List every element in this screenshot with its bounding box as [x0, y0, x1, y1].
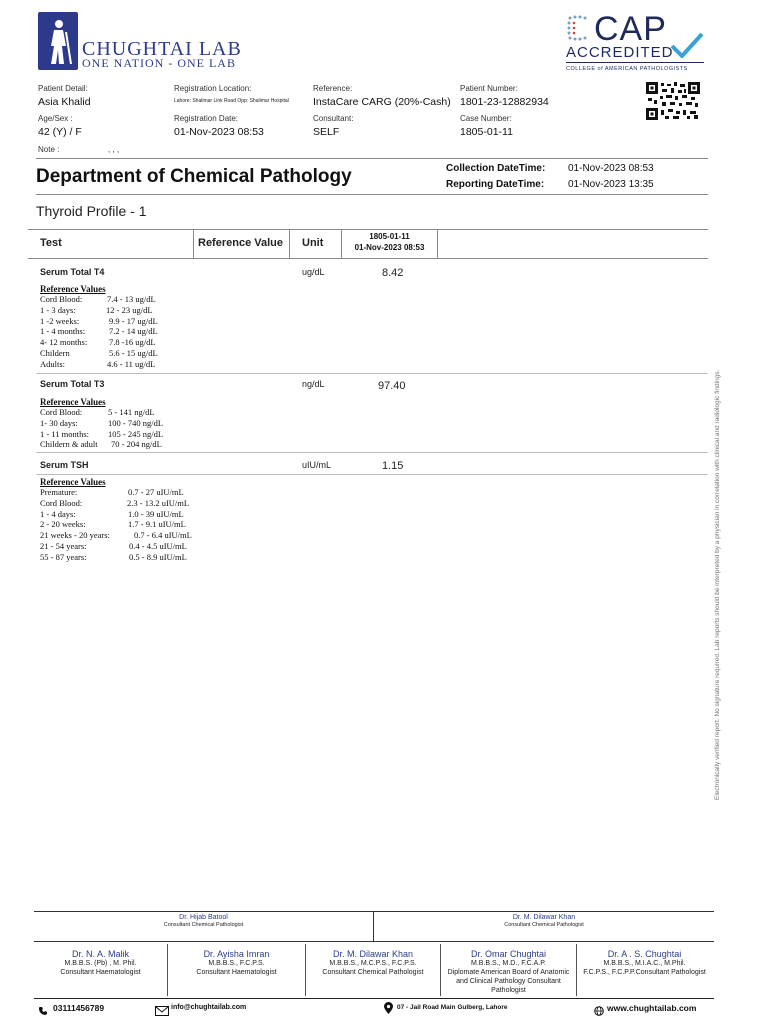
- signatory-name: Dr. A . S. Chughtai: [607, 949, 682, 959]
- case-number-label: Case Number:: [460, 114, 512, 123]
- test-result: 1.15: [382, 460, 404, 472]
- signatory-top-border: [34, 911, 714, 912]
- signatory: [441, 949, 576, 995]
- reference-row: [40, 530, 260, 541]
- ref-range: 100 - 740 ng/dL: [108, 417, 164, 428]
- signatory-title: Consultant Haematologist: [196, 969, 277, 976]
- signatory-degree: M.B.B.S., M.C.P.S., F.C.P.S.: [329, 960, 417, 967]
- ref-range: 12 - 23 ug/dL: [106, 304, 153, 315]
- row-divider: [36, 452, 708, 453]
- ref-range: 1.7 - 9.1 uIU/mL: [128, 519, 186, 530]
- patient-number-label: Patient Number:: [460, 84, 518, 93]
- ref-range: 70 - 204 ng/dL: [111, 439, 162, 450]
- reference-row: [40, 294, 240, 305]
- agesex-value: 42 (Y) / F: [38, 126, 82, 138]
- signatory-degree: M.B.B.S., M.I.A.C., M.Phil.: [603, 960, 686, 967]
- chughtai-logo-icon: [38, 12, 78, 70]
- divider: [36, 194, 708, 195]
- reference-row: [40, 305, 240, 316]
- ref-label: Childern: [40, 347, 70, 358]
- consultant-value: SELF: [313, 126, 340, 138]
- signatory-title: Consultant Chemical Pathologist: [322, 969, 424, 976]
- footer-website[interactable]: www.chughtailab.com: [607, 1003, 697, 1013]
- reference-row: [40, 429, 240, 440]
- footer-phone[interactable]: 03111456789: [53, 1003, 105, 1013]
- col-date: 01-Nov-2023 08:53: [354, 243, 425, 252]
- signatory-degree: M.B.B.S., F.C.P.S.: [208, 960, 265, 967]
- ref-label: Adults:: [40, 358, 66, 369]
- ref-label: Cord Blood:: [40, 294, 83, 304]
- test-name: Serum Total T4: [40, 267, 105, 277]
- signatory: [306, 949, 440, 977]
- lab-tagline: ONE NATION - ONE LAB: [82, 56, 236, 70]
- signatory-title: Consultant Chemical Pathologist: [163, 922, 244, 928]
- department-title: Department of Chemical Pathology: [36, 166, 352, 187]
- collection-datetime: 01-Nov-2023 08:53: [568, 163, 654, 174]
- registration-date: 01-Nov-2023 08:53: [174, 126, 264, 138]
- registration-date-label: Registration Date:: [174, 114, 239, 123]
- ref-label: 1 - 3 days:: [40, 304, 76, 315]
- ref-label: 1- 30 days:: [40, 417, 78, 428]
- col-test: Test: [40, 237, 62, 249]
- ref-label: 21 weeks - 20 years:: [40, 530, 110, 541]
- reference-value: InstaCare CARG (20%-Cash): [313, 96, 451, 108]
- ref-label: 2 - 20 weeks:: [40, 519, 86, 530]
- ref-label: Cord Blood:: [40, 497, 83, 508]
- reference-row: [40, 509, 260, 520]
- ref-range: 2.3 - 13.2 uIU/mL: [127, 497, 190, 508]
- cap-subtitle: COLLEGE of AMERICAN PATHOLOGISTS: [566, 66, 688, 72]
- signatory-title: Diplomate American Board of Anatomic and Clinical Pathology Consultant Pathologist: [447, 969, 570, 994]
- col-reference: Reference Value: [198, 237, 283, 249]
- checkmark-icon: [670, 32, 704, 63]
- ref-label: 1 - 4 months:: [40, 326, 86, 337]
- reference-row: [40, 337, 240, 348]
- reference-row: [40, 326, 240, 337]
- ref-range: 7.8 -16 ug/dL: [109, 337, 156, 348]
- note-label: Note :: [38, 145, 60, 154]
- signatory-degree: M.B.B.S., M.D., F.C.A.P.: [471, 960, 546, 967]
- cap-title: CAP: [594, 10, 667, 48]
- signatory: [34, 949, 167, 977]
- agesex-label: Age/Sex :: [38, 114, 73, 123]
- divider: [36, 158, 708, 159]
- ref-label: Premature:: [40, 487, 78, 497]
- reference-row: [40, 541, 260, 552]
- reporting-label: Reporting DateTime:: [446, 179, 545, 190]
- reference-heading: Reference Values: [40, 284, 106, 294]
- signatory-name: Dr. M. Dilawar Khan: [512, 914, 576, 921]
- test-unit: ng/dL: [302, 379, 325, 389]
- registration-location-label: Registration Location:: [174, 84, 252, 93]
- reference-values-block: [40, 284, 240, 370]
- signatory-title: Consultant Chemical Pathologist: [504, 922, 584, 928]
- ref-label: 55 - 87 years:: [40, 551, 87, 562]
- reference-values-block: [40, 397, 240, 450]
- signatory-title: Consultant Haematologist: [60, 969, 141, 976]
- note-value: , , ,: [108, 145, 120, 154]
- col-divider: [437, 229, 438, 258]
- profile-title: Thyroid Profile - 1: [36, 203, 147, 219]
- ref-label: 1 - 11 months:: [40, 428, 90, 439]
- signatory-name: Dr. Hijab Batool: [179, 914, 228, 921]
- cap-dots-icon: [566, 14, 592, 47]
- ref-range: 105 - 245 ng/dL: [108, 428, 164, 439]
- col-unit: Unit: [302, 237, 324, 249]
- ref-range: 4.6 - 11 ug/dL: [107, 358, 156, 369]
- registration-location: Lahore: Shalimar Link Road Opp: Shalimar Hospital: [174, 98, 289, 104]
- test-name: Serum TSH: [40, 460, 89, 470]
- globe-icon: [594, 1003, 604, 1021]
- email-icon: [155, 1003, 169, 1021]
- reference-row: [40, 407, 240, 418]
- row-divider: [36, 373, 708, 374]
- ref-range: 5 - 141 ng/dL: [108, 407, 155, 417]
- consultant-label: Consultant:: [313, 114, 354, 123]
- test-result: 8.42: [382, 267, 404, 279]
- reference-row: [40, 316, 240, 327]
- signatory-top-left: [34, 914, 373, 930]
- reference-heading: Reference Values: [40, 397, 106, 407]
- reporting-datetime: 01-Nov-2023 13:35: [568, 179, 654, 190]
- signatory-top-right: [374, 914, 714, 930]
- signatory-name: Dr. Ayisha Imran: [203, 949, 270, 959]
- signatory-mid-border: [34, 941, 714, 942]
- ref-range: 7.4 - 13 ug/dL: [107, 294, 156, 304]
- ref-range: 0.5 - 8.9 uIU/mL: [129, 551, 187, 562]
- col-case: 1805-01-11: [369, 232, 410, 241]
- ref-range: 1.0 - 39 uIU/mL: [128, 508, 184, 519]
- reference-row: [40, 487, 260, 498]
- qr-code-icon: [646, 82, 700, 120]
- location-pin-icon: [384, 1001, 393, 1019]
- verification-disclaimer: Electronically verified report. No signature required. Lab reports should be interpreted by a physician in correlation with clinical and radiologic findings.: [714, 369, 721, 800]
- case-number: 1805-01-11: [460, 126, 513, 138]
- signatory: [577, 949, 712, 977]
- patient-name: Asia Khalid: [38, 96, 91, 108]
- reference-heading: Reference Values: [40, 477, 106, 487]
- patient-detail-label: Patient Detail:: [38, 84, 88, 93]
- signatory-name: Dr. M. Dilawar Khan: [332, 949, 414, 959]
- signatory-degree: M.B.B.S. (Pb) , M. Phil.: [64, 960, 137, 967]
- test-unit: uIU/mL: [302, 460, 332, 470]
- test-unit: ug/dL: [302, 267, 325, 277]
- test-result: 97.40: [378, 380, 406, 392]
- ref-range: 0.7 - 27 uIU/mL: [128, 487, 184, 497]
- table-header-border: [28, 258, 708, 259]
- ref-label: 21 - 54 years:: [40, 540, 87, 551]
- ref-range: 7.2 - 14 ug/dL: [109, 326, 158, 337]
- ref-range: 0.4 - 4.5 uIU/mL: [129, 540, 187, 551]
- ref-label: Cord Blood:: [40, 407, 83, 417]
- col-divider: [289, 229, 290, 258]
- signatory-title: F.C.P.S., F.C.P.P.Consultant Pathologist: [583, 969, 706, 976]
- reference-label: Reference:: [313, 84, 353, 93]
- footer-email[interactable]: info@chughtailab.com: [171, 1004, 247, 1011]
- reference-row: [40, 519, 260, 530]
- col-divider: [193, 229, 194, 258]
- ref-label: Childern & adult: [40, 439, 98, 450]
- ref-range: 9.9 - 17 ug/dL: [109, 315, 158, 326]
- footer-border: [34, 998, 714, 999]
- test-name: Serum Total T3: [40, 379, 105, 389]
- reference-row: [40, 552, 260, 563]
- reference-row: [40, 439, 240, 450]
- ref-label: 1 -2 weeks:: [40, 315, 80, 326]
- reference-row: [40, 348, 240, 359]
- table-top-border: [28, 229, 708, 230]
- signatory-name: Dr. N. A. Malik: [71, 949, 129, 959]
- row-divider: [36, 474, 708, 475]
- cap-accredited: ACCREDITED: [566, 44, 674, 61]
- reference-values-block: [40, 477, 260, 563]
- patient-number: 1801-23-12882934: [460, 96, 549, 108]
- collection-label: Collection DateTime:: [446, 163, 546, 174]
- ref-range: 5.6 - 15 ug/dL: [109, 347, 158, 358]
- reference-row: [40, 359, 240, 370]
- cap-divider: [566, 62, 704, 63]
- reference-row: [40, 418, 240, 429]
- reference-row: [40, 498, 260, 509]
- ref-label: 1 - 4 days:: [40, 508, 76, 519]
- signatory: [168, 949, 305, 977]
- signatory-name: Dr. Omar Chughtai: [470, 949, 547, 959]
- ref-label: 4- 12 months:: [40, 337, 88, 348]
- lab-name: CHUGHTAI LAB: [82, 38, 242, 60]
- footer-address: 07 - Jail Road Main Gulberg, Lahore: [397, 1004, 508, 1011]
- ref-range: 0.7 - 6.4 uIU/mL: [134, 530, 192, 541]
- phone-icon: [38, 1003, 48, 1021]
